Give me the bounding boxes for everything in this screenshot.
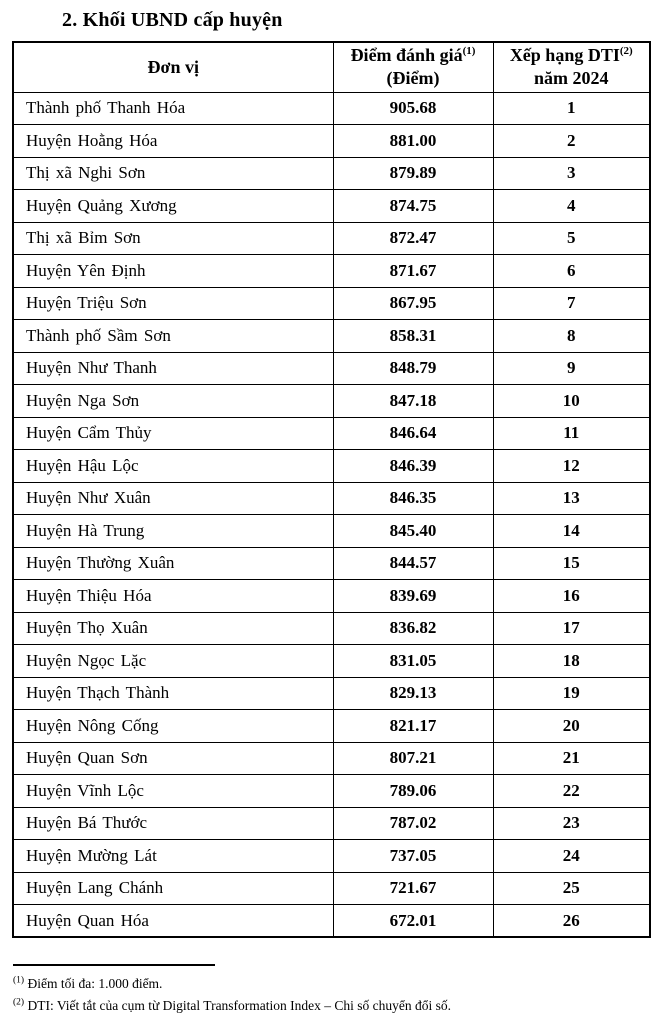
table-row [13, 710, 650, 743]
score-cell: 831.05 [333, 645, 493, 678]
score-cell: 848.79 [333, 352, 493, 385]
table-header [13, 42, 650, 92]
unit-cell: Huyện Thiệu Hóa [13, 580, 333, 613]
table-body [13, 92, 650, 937]
rank-cell: 23 [493, 807, 650, 840]
table-row [13, 190, 650, 223]
rank-cell: 21 [493, 742, 650, 775]
footnote-2-marker: (2) [13, 997, 25, 1008]
header-rank-line2: năm 2024 [533, 68, 609, 89]
rank-cell: 7 [493, 287, 650, 320]
page-title: 2. Khối UBND cấp huyện [62, 9, 283, 31]
unit-cell: Thị xã Nghi Sơn [13, 157, 333, 190]
unit-cell: Thành phố Thanh Hóa [13, 92, 333, 125]
table-row [13, 612, 650, 645]
unit-cell: Huyện Lang Chánh [13, 872, 333, 905]
header-rank [493, 42, 650, 92]
table-row [13, 255, 650, 288]
score-cell: 874.75 [333, 190, 493, 223]
score-cell: 871.67 [333, 255, 493, 288]
dti-ranking-table [12, 41, 651, 938]
unit-cell: Thị xã Bỉm Sơn [13, 222, 333, 255]
table-row [13, 515, 650, 548]
score-cell: 836.82 [333, 612, 493, 645]
rank-cell: 24 [493, 840, 650, 873]
unit-cell: Thành phố Sầm Sơn [13, 320, 333, 353]
rank-cell: 22 [493, 775, 650, 808]
rank-cell: 1 [493, 92, 650, 125]
score-cell: 846.39 [333, 450, 493, 483]
rank-cell: 15 [493, 547, 650, 580]
table-row [13, 872, 650, 905]
score-cell: 821.17 [333, 710, 493, 743]
unit-cell: Huyện Hậu Lộc [13, 450, 333, 483]
unit-cell: Huyện Như Thanh [13, 352, 333, 385]
unit-cell: Huyện Hà Trung [13, 515, 333, 548]
table-row [13, 92, 650, 125]
unit-cell: Huyện Thường Xuân [13, 547, 333, 580]
rank-cell: 13 [493, 482, 650, 515]
unit-cell: Huyện Mường Lát [13, 840, 333, 873]
unit-cell: Huyện Quan Hóa [13, 905, 333, 938]
rank-cell: 11 [493, 417, 650, 450]
footnote-1 [13, 973, 663, 995]
table-row [13, 807, 650, 840]
table-row [13, 742, 650, 775]
header-score-line1: Điểm đánh giá [350, 45, 463, 66]
table-row [13, 385, 650, 418]
score-cell: 789.06 [333, 775, 493, 808]
rank-cell: 17 [493, 612, 650, 645]
rank-cell: 2 [493, 125, 650, 158]
table-row [13, 905, 650, 938]
footnote-2 [13, 995, 663, 1017]
unit-cell: Huyện Ngọc Lặc [13, 645, 333, 678]
rank-cell: 19 [493, 677, 650, 710]
table-row [13, 547, 650, 580]
rank-cell: 12 [493, 450, 650, 483]
header-unit [13, 42, 333, 92]
footnote-1-text: Điểm tối đa: 1.000 điểm. [24, 976, 163, 991]
score-cell: 844.57 [333, 547, 493, 580]
rank-cell: 20 [493, 710, 650, 743]
table-row [13, 775, 650, 808]
rank-cell: 8 [493, 320, 650, 353]
footnote-2-text: DTI: Viết tắt của cụm từ Digital Transformation Index – Chi số chuyển đổi số. [24, 997, 452, 1013]
rank-cell: 9 [493, 352, 650, 385]
rank-cell: 18 [493, 645, 650, 678]
score-cell: 787.02 [333, 807, 493, 840]
rank-cell: 5 [493, 222, 650, 255]
table-row [13, 222, 650, 255]
score-cell: 847.18 [333, 385, 493, 418]
rank-cell: 10 [493, 385, 650, 418]
header-unit-label: Đơn vị [147, 56, 199, 77]
score-cell: 846.64 [333, 417, 493, 450]
footnote1-marker: (1) [462, 45, 476, 58]
table-row [13, 450, 650, 483]
score-cell: 721.67 [333, 872, 493, 905]
score-cell: 879.89 [333, 157, 493, 190]
score-cell: 672.01 [333, 905, 493, 938]
rank-cell: 25 [493, 872, 650, 905]
table-row [13, 580, 650, 613]
score-cell: 829.13 [333, 677, 493, 710]
unit-cell: Huyện Nga Sơn [13, 385, 333, 418]
score-cell: 858.31 [333, 320, 493, 353]
unit-cell: Huyện Bá Thước [13, 807, 333, 840]
unit-cell: Huyện Yên Định [13, 255, 333, 288]
rank-cell: 3 [493, 157, 650, 190]
rank-cell: 14 [493, 515, 650, 548]
unit-cell: Huyện Nông Cống [13, 710, 333, 743]
score-cell: 867.95 [333, 287, 493, 320]
score-cell: 807.21 [333, 742, 493, 775]
score-cell: 839.69 [333, 580, 493, 613]
table-row [13, 840, 650, 873]
rank-cell: 26 [493, 905, 650, 938]
header-score [333, 42, 493, 92]
table-row [13, 320, 650, 353]
header-score-line2: (Điểm) [386, 68, 440, 89]
score-cell: 905.68 [333, 92, 493, 125]
score-cell: 846.35 [333, 482, 493, 515]
table-row [13, 157, 650, 190]
score-cell: 845.40 [333, 515, 493, 548]
unit-cell: Huyện Thạch Thành [13, 677, 333, 710]
table-row [13, 125, 650, 158]
table-row [13, 417, 650, 450]
unit-cell: Huyện Quảng Xương [13, 190, 333, 223]
unit-cell: Huyện Quan Sơn [13, 742, 333, 775]
rank-cell: 16 [493, 580, 650, 613]
table-row [13, 287, 650, 320]
score-cell: 872.47 [333, 222, 493, 255]
rank-cell: 6 [493, 255, 650, 288]
rank-cell: 4 [493, 190, 650, 223]
table-row [13, 352, 650, 385]
header-rank-line1: Xếp hạng DTI [509, 45, 620, 66]
score-cell: 737.05 [333, 840, 493, 873]
table-row [13, 677, 650, 710]
table-row [13, 482, 650, 515]
footnote-1-marker: (1) [13, 975, 25, 986]
footnote-separator [13, 964, 215, 966]
unit-cell: Huyện Thọ Xuân [13, 612, 333, 645]
table-row [13, 645, 650, 678]
unit-cell: Huyện Triệu Sơn [13, 287, 333, 320]
unit-cell: Huyện Vĩnh Lộc [13, 775, 333, 808]
score-cell: 881.00 [333, 125, 493, 158]
footnote2-marker: (2) [619, 45, 633, 58]
header-row [13, 42, 650, 92]
unit-cell: Huyện Như Xuân [13, 482, 333, 515]
unit-cell: Huyện Cẩm Thủy [13, 417, 333, 450]
unit-cell: Huyện Hoằng Hóa [13, 125, 333, 158]
